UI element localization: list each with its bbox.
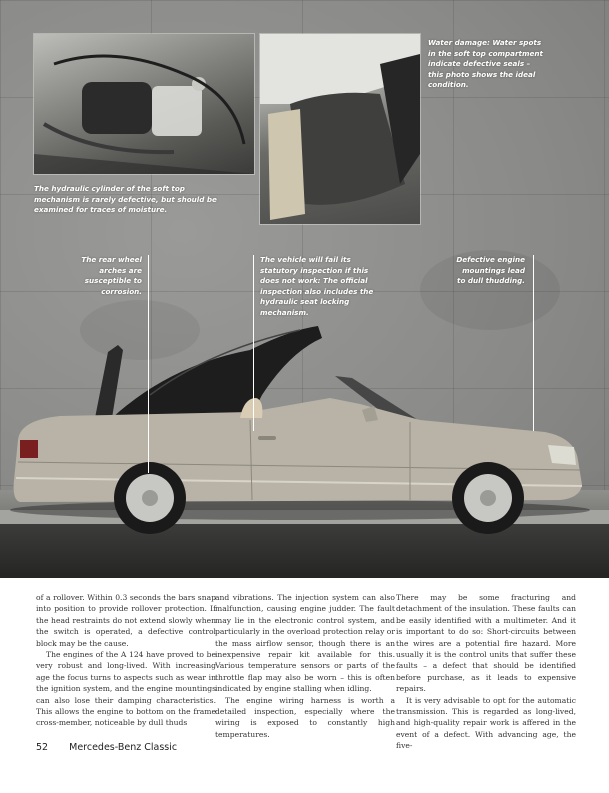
text-column-2 xyxy=(215,592,395,740)
page-number: 52 xyxy=(36,742,49,753)
paragraph: and vibrations. The injection system can also malfunction, causing engine judder. The fault may lie in the electronic control system, and particularly in the overload protection relay or the mass airflow sensor, though there is an inexpensive repair kit available for this. Various temperature sensors or parts of the throttle flap may also be worn – this is often indicated by engine stalling when idling. xyxy=(215,593,395,694)
paragraph: There may be some fracturing and detachment of the insulation. These faults can be easily identified with a multimeter. And it is important to do so: Short-circuits between the wires are a potential fire hazard. More usually it is the control units that suffer these faults – a defect that should be identified before purchase, as it leads to expensive repairs. xyxy=(396,593,576,694)
leader-line-wheel-arches xyxy=(148,255,149,473)
paragraph: The engines of the A 124 have proved to be very robust and long-lived. With increasing age the focus turns to aspects such as wear in the ignition system, and the engine mountings can also lose their damping characteristics. This allows the engine to bottom on the frame cross-member, noticeable by dull thuds xyxy=(36,650,216,728)
text-column-3 xyxy=(396,592,576,752)
soft-top-compartment-illustration xyxy=(260,34,420,224)
caption-water-damage: Water damage: Water spots in the soft top compartment indicate defective seals – this photo shows the ideal condition. xyxy=(428,38,543,89)
inset-photo-hydraulic-cylinder xyxy=(34,34,254,174)
paragraph: of a rollover. Within 0.3 seconds the bars snap into position to provide rollover protection. If the head restraints do not extend slowly when the switch is operated, a defective control block may be the cause. xyxy=(36,593,216,648)
leader-line-seat-lock xyxy=(253,255,254,431)
text-column-1 xyxy=(36,592,216,729)
caption-engine-mountings: Defective engine mountings lead to dull thudding. xyxy=(456,255,525,285)
paragraph: It is very advisable to opt for the automatic transmission. This is regarded as long-lived, and high-quality repair work is affered in the event of a defect. With advancing age, the five- xyxy=(396,695,576,751)
hydraulic-cylinder-illustration xyxy=(34,34,254,174)
page-footer xyxy=(36,742,177,753)
inset-photo-soft-top-compartment xyxy=(260,34,420,224)
publication-name: Mercedes-Benz Classic xyxy=(69,742,178,753)
caption-rear-wheel-arches: The rear wheel arches are susceptible to corrosion. xyxy=(81,255,142,296)
caption-hydraulic-cylinder: The hydraulic cylinder of the soft top mechanism is rarely defective, but should be examined for traces of moisture. xyxy=(34,184,217,214)
leader-line-engine-mountings xyxy=(533,255,534,431)
paragraph: The engine wiring harness is worth a detailed inspection, especially where the wiring is exposed to constantly high temperatures. xyxy=(215,695,395,739)
caption-seat-locking-inspection: The vehicle will fail its statutory inspection if this does not work: The official inspection also includes the hydraulic seat locking mechanism. xyxy=(260,255,374,317)
